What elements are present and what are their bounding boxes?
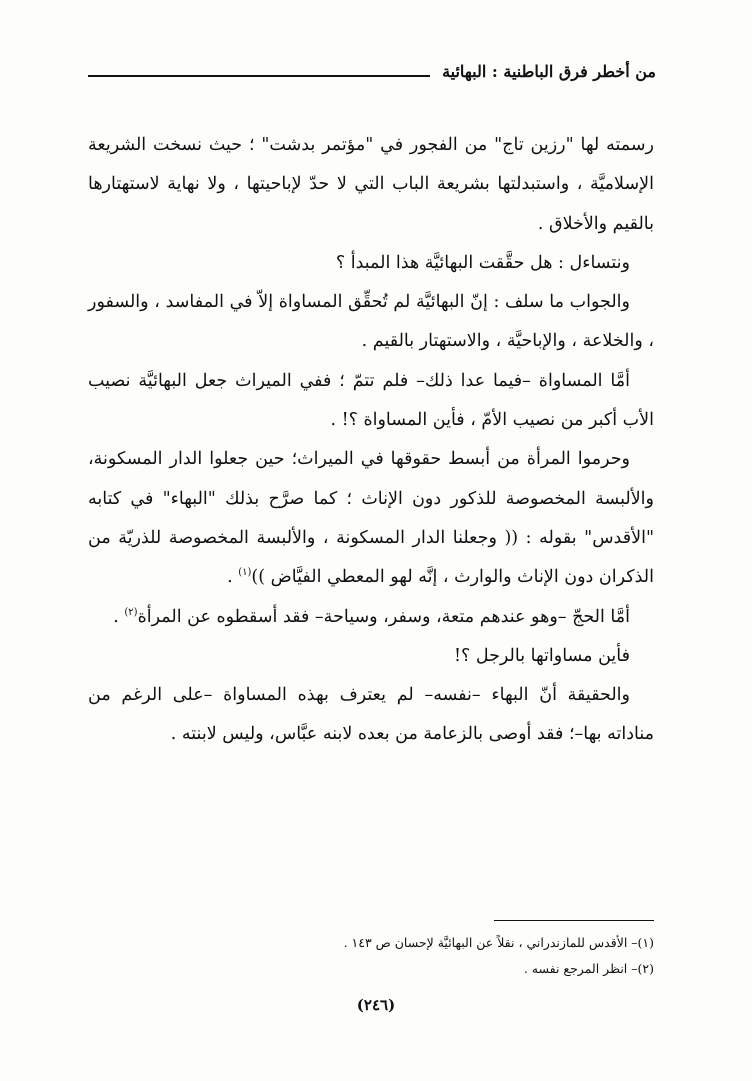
- body-text: [88, 126, 654, 755]
- footnote-separator: [494, 920, 654, 921]
- paragraph-text: فأين مساواتها بالرجل ؟!: [453, 645, 630, 666]
- paragraph-text: والجواب ما سلف : إنّ البهائيَّة لم تُحقِّق المساواة إلاّ في المفاسد ، والسفور ، والخلاعة ، والإباحيَّة ، والاستهتار بالقيم .: [88, 292, 654, 352]
- paragraph: [88, 126, 654, 244]
- paragraph: [88, 362, 654, 441]
- footnotes: [88, 930, 654, 982]
- running-header: [88, 62, 656, 81]
- footnote-marker: (٢): [124, 606, 138, 618]
- paragraph: [88, 440, 654, 597]
- footnote: (٢)– انظر المرجع نفسه .: [523, 961, 654, 976]
- paragraph-text: والحقيقة أنّ البهاء –نفسه– لم يعترف بهذه المساواة –على الرغم من مناداته بها–؛ فقد أوصى بالزعامة من بعده لابنه عبَّاس، وليس لابنته .: [88, 685, 654, 745]
- paragraph-text: أمَّا المساواة –فيما عدا ذلك– فلم تتمّ ؛ ففي الميراث جعل البهائيَّة نصيب الأب أكبر من نصيب الأمّ ، فأين المساواة ؟! .: [88, 370, 654, 431]
- page-number: (٢٤٦): [356, 996, 396, 1014]
- footnote-marker: (١): [238, 567, 252, 579]
- paragraph-text: رسمته لها "رزين تاج" من الفجور في "مؤتمر بدشت" ؛ حيث نسخت الشريعة الإسلاميَّة ، واستبدلتها بشريعة الباب التي لا حدّ لإباحيتها ، ولا نهاية لاستهتارها بالقيم والأخلاق .: [88, 135, 654, 234]
- paragraph: [88, 244, 654, 283]
- paragraph-tail: .: [227, 567, 239, 588]
- paragraph-text: أمَّا الحجّ –وهو عندهم متعة، وسفر، وسياحة– فقد أسقطوه عن المرأة: [137, 606, 630, 627]
- running-title: من أخطر فرق الباطنية : البهائية: [442, 62, 656, 81]
- paragraph: [88, 598, 654, 637]
- header-rule: [88, 75, 430, 77]
- footnote: (١)– الأقدس للمازندراني ، نقلاً عن البهائيَّة لإحسان ص ١٤٣ .: [343, 935, 654, 950]
- paragraph-text: وحرموا المرأة من أبسط حقوقها في الميراث؛ حين جعلوا الدار المسكونة، والألبسة المخصوصة للذكور دون الإناث ؛ كما صرَّح بذلك "البهاء" في كتابه "الأقدس" بقوله : (( وجعلنا الدار المسكونة ، والألبسة المخصوصة للذريّة من الذكران دون الإناث والوارث ، إنَّه لهو المعطي الفيَّاض )): [88, 449, 654, 588]
- paragraph-tail: .: [113, 606, 125, 627]
- paragraph: [88, 637, 654, 676]
- paragraph-text: ونتساءل : هل حقَّقت البهائيَّة هذا المبدأ ؟: [335, 252, 630, 273]
- paragraph: [88, 283, 654, 362]
- paragraph: [88, 676, 654, 755]
